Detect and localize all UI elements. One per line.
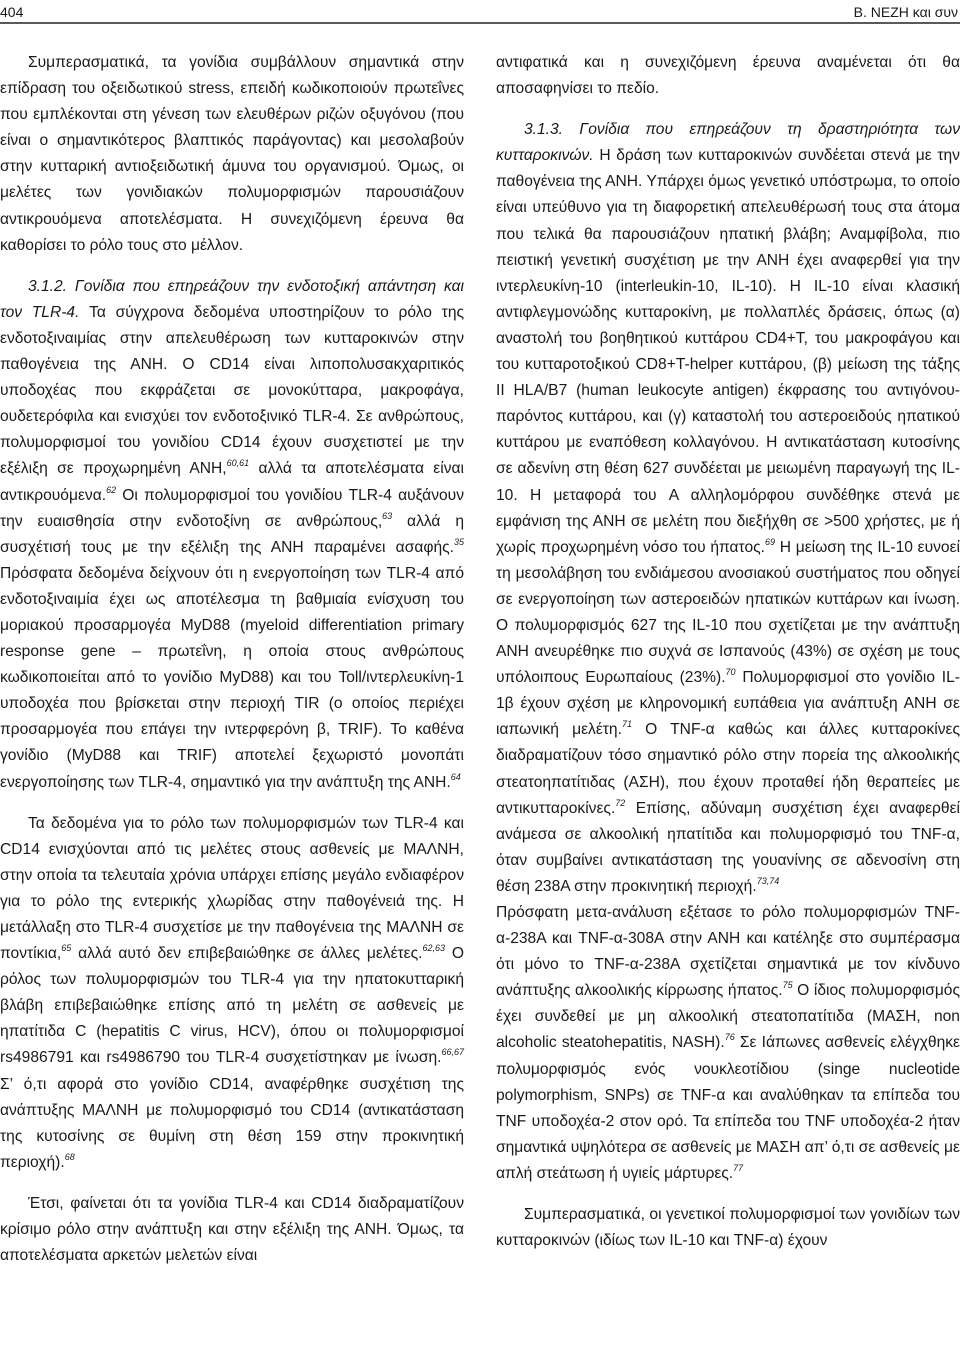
running-head-authors: Β. ΝΕΖΗ και συν [853, 4, 958, 20]
section-3-1-3: 3.1.3. Γονίδια που επηρεάζουν τη δραστηριότητα των κυτταροκινών. Η δράση των κυτταροκινών συνδέεται στενά με την παθογένεια της ΑΝΗ. Υπάρχει όμως γενετικό υπόστρωμα, το οποίο είναι υπεύθυνο για τη διαφορετική απελευθέρωσή τους στα άτομα που τελικά θα παρουσιάζουν ηπατική βλάβη; Αναμφίβολα, πιο πειστική γενετική συσχέτιση με την ΑΝΗ έχει αναφερθεί για την ιντερλευκίνη-10 (interleukin-10, IL-10). Η IL-10 είναι κλασική αντιφλεγμονώδης κυτταροκίνη, με πολλαπλές δράσεις, όπως (α) αναστολή του βοηθητικού κυττάρου CD4+T, του μακροφάγου και του κυτταροτοξικού CD8+T-helper κυττάρου, (β) μείωση της τάξης II HLA/B7 (human leukocyte antigen) έκφρασης του αντιγόνου-παρόντος κυττάρου, και (γ) καταστολή του αστεροειδούς ηπατικού κυττάρου με εναπόθεση κολλαγόνου. Η αντικατάσταση κυτοσίνης σε αδενίνη στη θέση 627 συνδέεται με μειωμένη παραγωγή της IL-10. Η μεταφορά του A αλληλομόρφου συνδέθηκε στενά με εμφάνιση της ΑΝΗ σε μελέτη που διεξήχθη σε >500 χρήστες, με ή χωρίς προχωρημένη νόσο του ήπατος.$^{69}$ Η μείωση της IL-10 ευνοεί τη μεσολάβηση του ενδιάμεσου ανοσιακού συστήματος που οδηγεί σε ενεργοποίηση των αστεροειδών ηπατικών κυττάρων και ίνωση. Ο πολυμορφισμός 627 της IL-10 που σχετίζεται με την ανάπτυξη ΑΝΗ ανευρέθηκε πιο συχνά σε Ισπανούς (43%) σε σχέση με τους υπόλοιπους Ευρωπαίους (23%).$^{70}$ Πολυμορφισμοί στο γονίδιο IL-1β έχουν σχέση με κληρονομική ευπάθεια για ανάπτυξη ΑΝΗ σε ιαπωνική μελέτη.$^{71}$ O TNF-α καθώς και άλλες κυτταροκίνες διαδραματίζουν τόσο σημαντικό ρόλο στην πορεία της αλκοολικής στεατοηπατίτιδας (ΑΣΗ), που έχουν προταθεί ήδη θεραπείες με αντικυτταροκίνες.$^{72}$ Επίσης, αδύναμη συσχέτιση έχει αναφερθεί ανάμεσα σε αλκοολική ηπατίτιδα και πολυμορφισμό του TNF-α, όταν συμβαίνει αντικατάσταση της γουανίνης σε αδενοσίνη στη θέση 238A στην προκινητική περιοχή.$^{73,74}$ [496, 121, 960, 895]
paragraph: Συμπερασματικά, οι γενετικοί πολυμορφισμοί των γονιδίων των κυτταροκινών (ιδίως των IL-10 και TNF-α) έχουν [496, 1206, 960, 1250]
paragraph: Τα δεδομένα για το ρόλο των πολυμορφισμών των TLR-4 και CD14 ενισχύονται από τις μελέτες στους ασθενείς με ΜΑΛΝΗ, στην οποία τα τελευταία χρόνια υπάρχει επίσης μεγάλο ενδιαφέρον για το ρόλο της εντερικής χλωρίδας στην παθογένειά της. Η μετάλλαξη στο TLR-4 συσχετίσε με την παθογένεια της ΜΑΛΝΗ σε ποντίκια,$^{65}$ αλλά αυτό δεν επιβεβαιώθηκε σε άλλες μελέτες.$^{62,63}$ Ο ρόλος των πολυμορφισμών του TLR-4 για την ηπατοκυτταρική βλάβη επιβεβαιώθηκε επίσης από τη μελέτη σε ασθενείς με ηπατίτιδα C (hepatitis C virus, HCV), όπου οι πολυμορφισμοί rs4986791 και rs4986790 του TLR-4 συσχετίστηκαν με ίνωση.$^{66,67}$ Σ’ ό,τι αφορά στο γονίδιο CD14, αναφέρθηκε συσχέτιση της ανάπτυξης ΜΑΛΝΗ με πολυμορφισμό του CD14 (αντικατάσταση της κυτοσίνης σε θυμίνη στη θέση 159 στην προκινητική περιοχή).$^{68}$ [0, 814, 464, 1171]
paragraph: Συμπερασματικά, τα γονίδια συμβάλλουν σημαντικά στην επίδραση του οξειδωτικού stress, επειδή κωδικοποιούν πρωτεΐνες που εμπλέκονται στη γένεση των ελευθέρων ριζών οξυγόνου (που είναι ο σημαντικότερος βλαπτικός παράγοντας) και μεσολαβούν στην κυτταρική αντιοξειδωτική άμυνα του οργανισμού. Όμως, οι μελέτες των γονιδιακών πολυμορφισμών παρουσιάζουν αντικρουόμενα αποτελέσματα. Η συνεχιζόμενη έρευνα θα καθορίσει το ρόλο τους στο μέλλον. [0, 54, 464, 254]
section-heading: 3.1.2. Γονίδια που επηρεάζουν την ενδοτοξική απάντηση και τον TLR-4. [0, 277, 464, 321]
paragraph: Πρόσφατη μετα-ανάλυση εξέτασε το ρόλο πολυμορφισμών TNF-α-238A και TNF-α-308A στην ΑΝΗ και κατέληξε στο συμπέρασμα ότι μόνο το TNF-α-238A σχετίζεται σημαντικά με τον κίνδυνο ανάπτυξης αλκοολικής κίρρωσης ήπατος.$^{75}$ Ο ίδιος πολυμορφισμός έχει συνδεθεί με μη αλκοολική στεατοπατίτιδα (ΜΑΣΗ, non alcoholic steatohepatitis, NASH).$^{76}$ Σε Ιάπωνες ασθενείς ελέγχθηκε πολυμορφισμός ενός νουκλεοτίδιου (singe nucleotide polymorphism, SNPs) σε TNF-α και αναλύθηκαν τα επίπεδα του TNF υποδοχέα-2 στον ορό. Τα επίπεδα του TNF υποδοχέα-2 ήταν σημαντικά υψηλότερα σε ασθενείς με ΜΑΣΗ απ’ ό,τι σε ασθενείς με απλή στεάτωση ή υγιείς μάρτυρες.$^{77}$ [496, 904, 960, 1182]
left-column [0, 50, 464, 1269]
paragraph: αντιφατικά και η συνεχιζόμενη έρευνα αναμένεται ότι θα αποσαφηνίσει το πεδίο. [496, 54, 960, 98]
header-rule [0, 22, 960, 24]
section-heading: 3.1.3. Γονίδια που επηρεάζουν τη δραστηριότητα των κυτταροκινών. [496, 121, 960, 165]
page-number: 404 [0, 4, 24, 20]
paragraph: Έτσι, φαίνεται ότι τα γονίδια TLR-4 και CD14 διαδραματίζουν κρίσιμο ρόλο στην ανάπτυξη και στην εξέλιξη της ΑΝΗ. Όμως, τα αποτελέσματα αρκετών μελετών είναι [0, 1194, 464, 1265]
section-3-1-2: 3.1.2. Γονίδια που επηρεάζουν την ενδοτοξική απάντηση και τον TLR-4. Τα σύγχρονα δεδομένα υποστηρίζουν το ρόλο της ενδοτοξιναιμίας στην απελευθέρωση των κυτταροκινών στην παθογένεια της ΑΝΗ. Ο CD14 είναι λιποπολυσακχαριτικός υποδοχέας που εκφράζεται σε μονοκύτταρα, μακροφάγα, ουδετερόφιλα και ενισχύει τον ενδοτοξινικό TLR-4. Σε ανθρώπους, πολυμορφισμοί του γονιδίου CD14 έχουν συσχετιστεί με την εξέλιξη σε προχωρημένη ΑΝΗ,$^{60,61}$ αλλά τα αποτελέσματα είναι αντικρουόμενα.$^{62}$ Οι πολυμορφισμοί του γονιδίου TLR-4 αυξάνουν την ευαισθησία στην ενδοτοξίνη σε ανθρώπους,$^{63}$ αλλά η συσχέτισή τους με την εξέλιξη της ΑΝΗ παραμένει ασαφής.$^{35}$ Πρόσφατα δεδομένα δείχνουν ότι η ενεργοποίηση των TLR-4 από ενδοτοξιναιμία έχει ως αποτέλεσμα τη βαθμιαία ενίσχυση του μοριακού προσαρμογέα MyD88 (myeloid differentiation primary response gene – πρωτεΐνη, η οποία στους ανθρώπους κωδικοποιείται από το γονίδιο MyD88) και του Toll/ιντερλευκίνη-1 υποδοχέα που βρίσκεται στην περιοχή TIR (ο οποίος περιέχει προσαρμογέα που επάγει την ιντερφερόνη β, TRIF). Το καθένα γονίδιο (MyD88 και TRIF) αποτελεί ξεχωριστό μονοπάτι ενεργοποίησης των TLR-4, σημαντικό για την ανάπτυξη της ΑΝΗ.$^{64}$ [0, 277, 465, 791]
right-column [496, 50, 960, 1254]
